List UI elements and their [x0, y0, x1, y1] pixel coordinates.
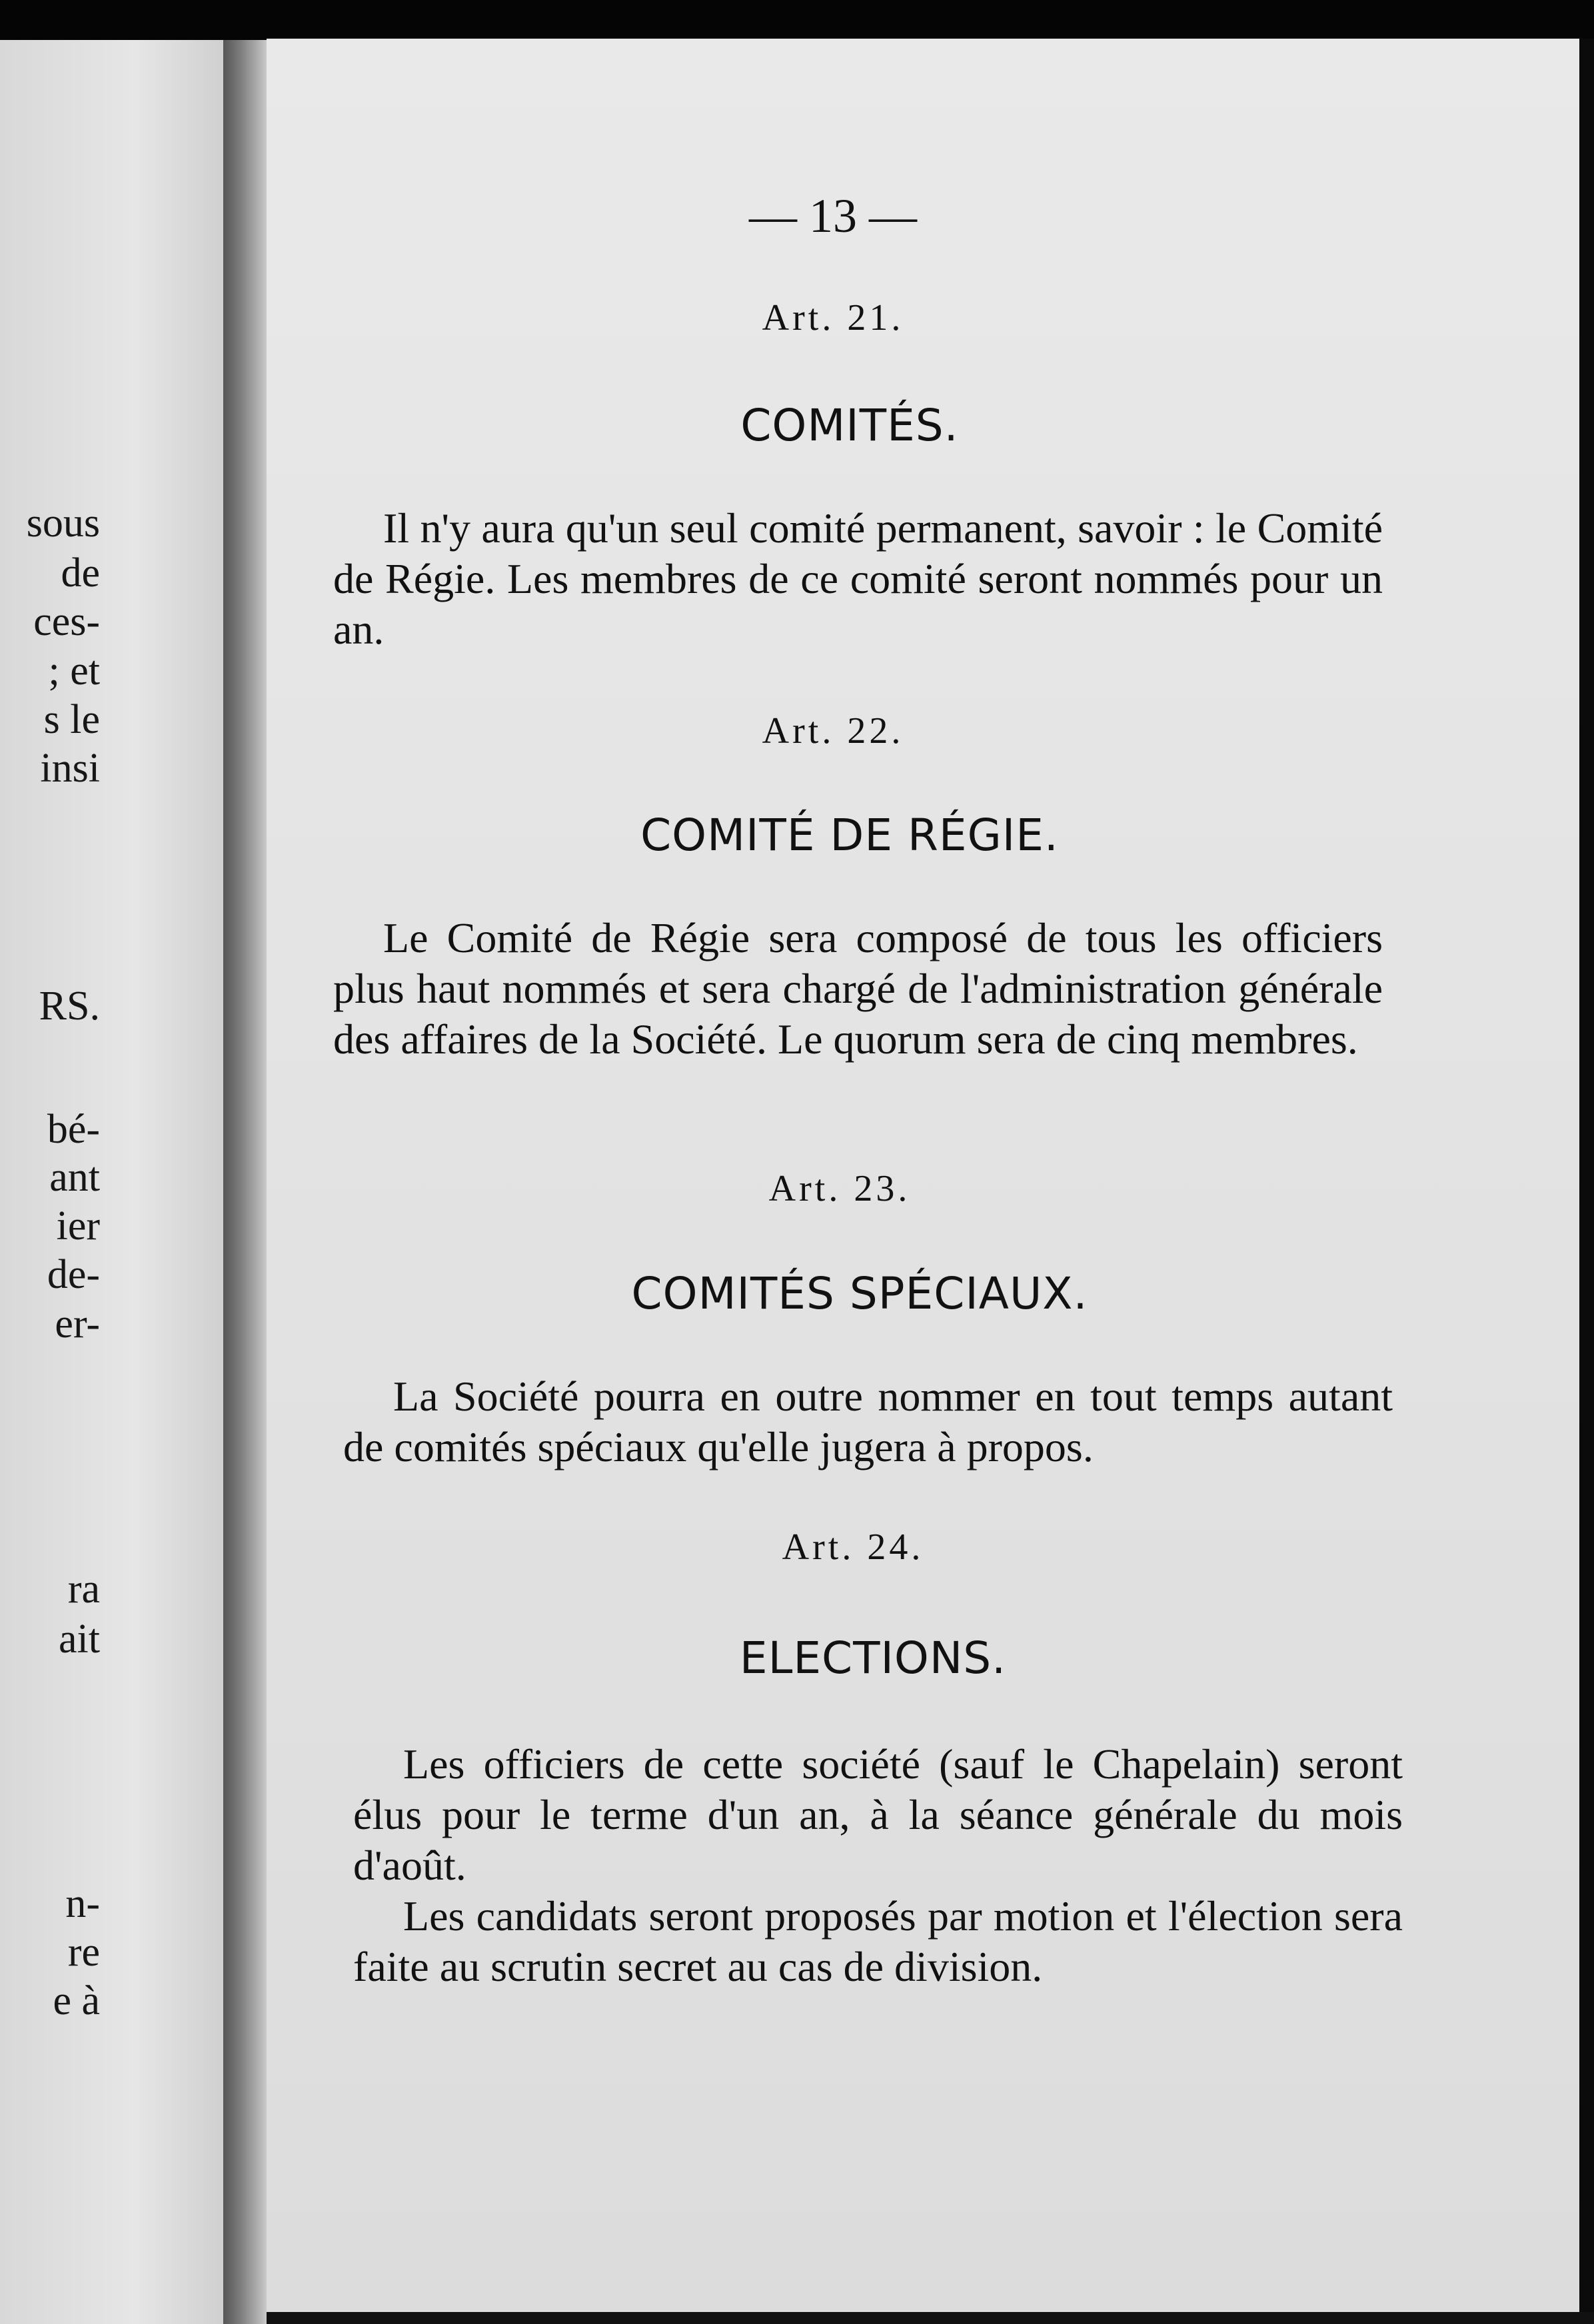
article-paragraph: Les officiers de cette société (sauf le Chapelain) seront élus pour le terme d'un an, à la séance générale du mois d'août. [353, 1740, 1403, 1889]
left-fragment: ces- [33, 599, 100, 644]
article-heading: COMITÉ DE RÉGIE. [640, 810, 1059, 861]
left-fragment: de [61, 550, 100, 596]
left-facing-page [0, 40, 227, 2324]
article-paragraph: Il n'y aura qu'un seul comité permanent, savoir : le Comité de Régie. Les membres de ce comité seront nommés pour un an. [333, 504, 1383, 653]
left-fragment: n- [65, 1881, 100, 1926]
article-heading: ELECTIONS. [739, 1632, 1007, 1684]
article-heading: COMITÉS SPÉCIAUX. [631, 1268, 1088, 1319]
left-fragment: re [67, 1930, 100, 1975]
book-gutter-shadow [223, 40, 270, 2324]
left-fragment: de- [47, 1252, 100, 1297]
scan-bottom-border [267, 2312, 1594, 2324]
article-paragraph: Les candidats seront proposés par motion et l'élection sera faite au scrutin secret au cas de division. [353, 1892, 1403, 1990]
left-fragment: ant [49, 1155, 100, 1200]
article-label: Art. 24. [782, 1526, 924, 1568]
left-fragment: e à [53, 1978, 100, 2024]
left-fragment: s le [43, 697, 100, 742]
article-label: Art. 23. [768, 1168, 911, 1209]
left-fragment: insi [40, 746, 100, 791]
scan-right-border [1579, 39, 1594, 2324]
article-heading: COMITÉS. [740, 400, 959, 451]
article-label: Art. 21. [762, 297, 904, 338]
left-fragment: RS. [39, 983, 100, 1029]
left-fragment: ait [59, 1616, 100, 1662]
article-label: Art. 22. [762, 710, 904, 752]
left-fragment: ; et [48, 648, 100, 694]
left-fragment: ra [67, 1566, 100, 1612]
left-fragment: bé- [47, 1107, 100, 1152]
page-number: — 13 — [749, 189, 917, 243]
left-fragment: er- [55, 1301, 100, 1347]
article-paragraph: La Société pourra en outre nommer en tout temps autant de comités spéciaux qu'elle jugera à propos. [343, 1373, 1393, 1470]
left-fragment: ier [56, 1203, 100, 1249]
article-paragraph: Le Comité de Régie sera composé de tous les officiers plus haut nommés et sera chargé de l'administration générale des affaires de la Société. Le quorum sera de cinq membres. [333, 914, 1383, 1063]
left-fragment: sous [26, 500, 100, 546]
